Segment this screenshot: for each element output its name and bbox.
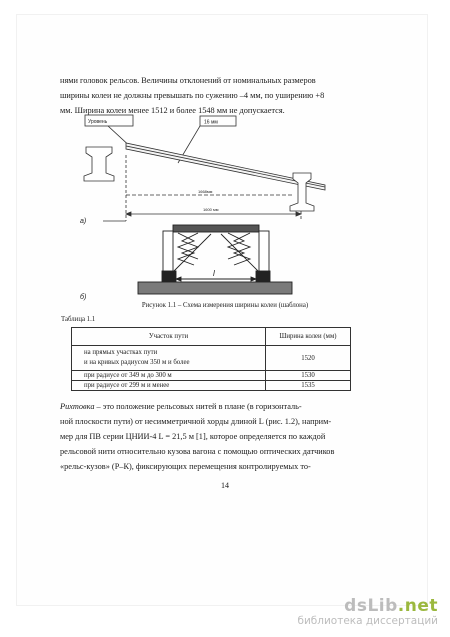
table-cell-section: при радиусе от 299 м и менее	[72, 381, 266, 391]
figure-label-a: а)	[80, 218, 87, 225]
table-cell-section	[72, 346, 266, 371]
table-row	[72, 381, 351, 391]
dimension-1600-label: 1600 мм	[203, 207, 219, 212]
dslib-logo-suffix: .net	[397, 596, 438, 616]
table-cell-section: при радиусе от 349 м до 300 м	[72, 371, 266, 381]
figure-caption: Рисунок 1.1 – Схема измерения ширины колеи (шаблона)	[141, 302, 309, 309]
table-header-width: Ширина колеи (мм)	[266, 328, 351, 346]
track-gauge-figure	[78, 113, 368, 313]
table-cell-width: 1530	[266, 371, 351, 381]
paragraph-1	[60, 73, 350, 118]
table-title: Таблица 1.1	[61, 316, 96, 323]
length-l-label: l	[213, 269, 215, 278]
table-row	[72, 371, 351, 381]
table-cell-width: 1535	[266, 381, 351, 391]
paragraph-1-line-1: нями головок рельсов. Величины отклонений от номинальных размеров	[60, 76, 316, 85]
paragraph-2-line-1	[60, 399, 350, 414]
paragraph-2-line-1-rest: – это положение рельсовых нитей в плане (в горизонталь-	[94, 402, 302, 411]
table-header-section: Участок пути	[72, 328, 266, 346]
table-cell-section-line-2: и на кривых радиусом 350 м и более	[84, 359, 190, 366]
dslib-logo-text: dsLib	[344, 596, 398, 616]
gauge-scheme-a	[84, 115, 325, 221]
page-number: 14	[221, 481, 229, 490]
paragraph-2-line-4: рельсовой нити относительно кузова вагона с помощью оптических датчиков	[60, 447, 335, 456]
paragraph-2-line-3: мер для ПВ серии ЦНИИ-4 L = 21,5 м [1], которое определяется по каждой	[60, 432, 326, 441]
level-label: Уровень	[88, 119, 108, 125]
table-cell-width: 1520	[266, 346, 351, 371]
dimension-1668-label: 1668мм	[198, 189, 213, 194]
paragraph-2-line-5: «рельс-кузов» (Р–К), фиксирующих перемещения контролируемых то-	[60, 462, 311, 471]
dslib-logo	[297, 597, 438, 615]
table-header-row	[72, 328, 351, 346]
gauge-scheme-b	[138, 225, 292, 294]
table-row	[72, 346, 351, 371]
table-cell-section-line-1: на прямых участках пути	[84, 349, 158, 356]
paragraph-2-line-2: ной плоскости пути) от несимметричной хорды длиной L (рис. 1.2), наприм-	[60, 417, 332, 426]
gauge-width-table	[71, 327, 351, 391]
16mm-label: 16 мм	[204, 119, 218, 126]
term-rikhtovka: Рихтовка	[60, 402, 95, 411]
dslib-watermark[interactable]	[297, 597, 438, 628]
figure-label-b: б)	[80, 294, 87, 301]
paragraph-2	[60, 399, 350, 474]
paragraph-1-line-2: ширины колеи не должны превышать по сужению –4 мм, по уширению +8	[60, 91, 325, 100]
paragraph-1-line-3: мм. Ширина колеи менее 1512 и более 1548 мм не допускается.	[60, 106, 285, 115]
dslib-subtitle: библиотека диссертаций	[297, 615, 438, 627]
